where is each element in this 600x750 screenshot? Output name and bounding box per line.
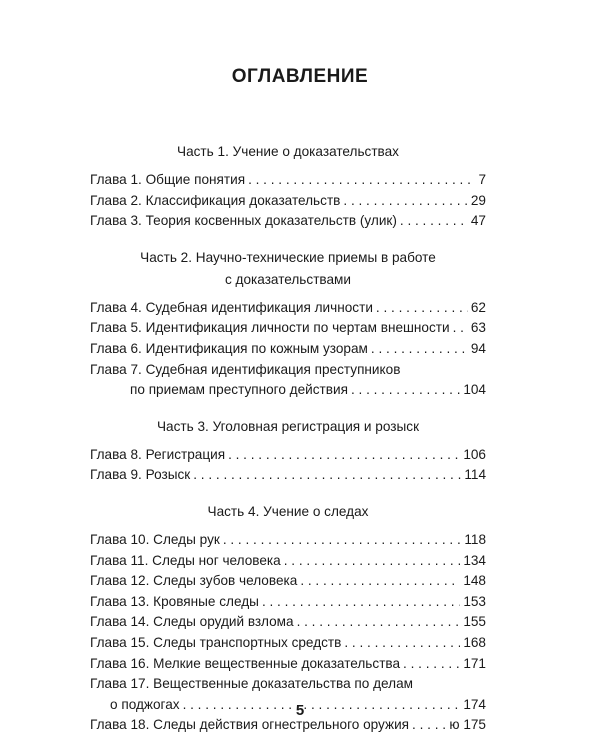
entry-page: 174: [463, 696, 486, 712]
entry-page: 134: [463, 552, 486, 568]
dot-leader: [223, 530, 462, 550]
toc-entry[interactable]: [90, 612, 486, 633]
part-heading-continued: с доказательствами: [224, 271, 351, 287]
toc-entry[interactable]: [90, 530, 486, 551]
entry-title: Глава 3. Теория косвенных доказательств (улик): [90, 213, 397, 229]
dot-leader: [344, 633, 460, 653]
part-heading: Часть 1. Учение о доказательствах: [177, 144, 399, 159]
toc-entry-line1[interactable]: [90, 674, 486, 695]
entry-page: 63: [470, 320, 486, 336]
toc-entry[interactable]: [90, 170, 486, 191]
entry-title: Глава 11. Следы ног человека: [90, 552, 281, 568]
table-of-contents: [90, 142, 486, 736]
entry-title: Глава 12. Следы зубов человека: [90, 573, 298, 589]
dot-leader: [284, 551, 461, 571]
toc-entry[interactable]: [90, 465, 486, 486]
dot-leader: [371, 339, 468, 359]
entry-title: Глава 13. Кровяные следы: [90, 593, 259, 609]
entry-page: 47: [470, 213, 486, 229]
toc-entry[interactable]: [90, 592, 486, 613]
entry-title: Глава 1. Общие понятия: [90, 172, 246, 187]
toc-entry[interactable]: [90, 339, 486, 360]
entry-page: 155: [463, 614, 486, 630]
dot-leader: [453, 318, 468, 338]
entry-page: 148: [463, 573, 486, 589]
page-title: ОГЛАВЛЕНИЕ: [231, 66, 369, 87]
dot-leader: [403, 654, 460, 674]
dot-leader: [297, 612, 461, 632]
entry-title: Глава 17. Вещественные доказательства по делам: [90, 676, 414, 692]
entry-page: 153: [463, 593, 486, 609]
toc-entry-line1[interactable]: [90, 360, 486, 381]
entry-title: Глава 10. Следы рук: [90, 531, 220, 547]
entry-page: 29: [470, 192, 486, 208]
entry-page: 114: [464, 467, 486, 483]
dot-leader: [376, 298, 468, 318]
entry-title: Глава 14. Следы орудий взлома: [90, 614, 294, 630]
entry-page: ю 175: [449, 717, 486, 733]
entry-title: Глава 15. Следы транспортных средств: [90, 634, 342, 650]
entry-page: 104: [463, 382, 486, 398]
entry-page: 171: [463, 655, 486, 671]
toc-entry[interactable]: [90, 571, 486, 592]
toc-entry[interactable]: [90, 551, 486, 572]
toc-entry[interactable]: [90, 318, 486, 339]
entry-title: Глава 2. Классификация доказательств: [90, 192, 341, 208]
entry-page: 168: [463, 634, 486, 650]
part-heading: Часть 4. Учение о следах: [207, 503, 369, 519]
entry-title: Глава 18. Следы действия огнестрельного оружия: [90, 717, 410, 733]
entry-title: Глава 5. Идентификация личности по чертам внешности: [90, 320, 450, 336]
entry-title-continued: по приемам преступного действия: [130, 382, 348, 398]
entry-title: Глава 6. Идентификация по кожным узорам: [90, 340, 368, 356]
entry-title: Глава 7. Судебная идентификация преступников: [90, 361, 401, 377]
entry-page: 118: [464, 531, 486, 547]
entry-page: 7: [478, 172, 486, 187]
dot-leader: [248, 170, 475, 190]
part-heading: Часть 3. Уголовная регистрация и розыск: [156, 418, 420, 434]
entry-page: 106: [463, 446, 486, 462]
toc-entry[interactable]: [90, 633, 486, 654]
toc-entry[interactable]: [90, 298, 486, 319]
toc-entry[interactable]: [90, 191, 486, 212]
part-heading: Часть 2. Научно-технические приемы в работе: [140, 249, 436, 265]
dot-leader: [228, 445, 460, 465]
toc-entry[interactable]: [90, 654, 486, 675]
toc-entry[interactable]: [90, 211, 486, 232]
entry-title: Глава 9. Розыск: [90, 467, 191, 483]
entry-title-continued: о поджогах: [110, 696, 180, 712]
page-number: 5: [295, 702, 305, 719]
entry-page: 62: [470, 299, 486, 315]
toc-entry-line2[interactable]: [90, 380, 486, 401]
dot-leader: [300, 571, 460, 591]
dot-leader: [343, 191, 467, 211]
entry-title: Глава 8. Регистрация: [90, 446, 226, 462]
entry-title: Глава 16. Мелкие вещественные доказательства: [90, 655, 401, 671]
dot-leader: [262, 592, 460, 612]
entry-title: Глава 4. Судебная идентификация личности: [90, 299, 373, 315]
entry-page: 94: [470, 340, 486, 356]
dot-leader: [400, 211, 468, 231]
toc-entry[interactable]: [90, 445, 486, 466]
dot-leader: [193, 465, 461, 485]
dot-leader: [351, 380, 460, 400]
